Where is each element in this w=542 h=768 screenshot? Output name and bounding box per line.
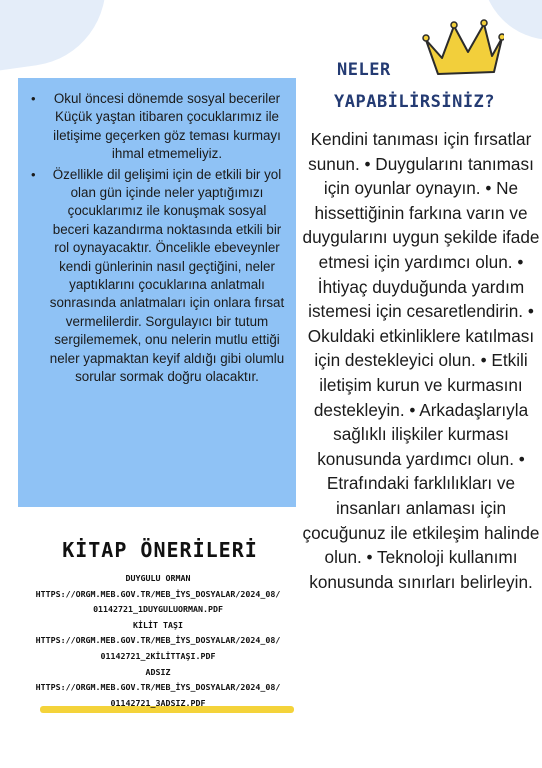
book-link[interactable]: 01142721_3ADSIZ.PDF (110, 697, 206, 708)
decorative-corner-top-left (0, 0, 116, 75)
book-list (18, 571, 298, 711)
list-item (26, 166, 286, 387)
list-item (26, 90, 286, 164)
book-suggestions-title: KİTAP ÖNERİLERİ (62, 538, 258, 562)
tip-text: Özellikle dil gelişimi için de etkili bir yol olan gün içinde neler yaptığımızı çocuklarımız ile konuşmak sosyal beceri kazandırma noktasında etkili bir rol oynayacaktır. Öncelikle ebeveynler kendi günlerinin nasıl geçtiğini, neler yaptıklarını çocuklarına anlatmalı sonrasında anlatmaları için onlara fırsat vermelilerdir. Sorgulayıcı bir tutum sergilememek, onu nelerin mutlu ettiği neler yapmaktan keyif aldığı gibi olumlu sorular sormak doğru olacaktır. (49, 166, 285, 385)
book-link[interactable]: 01142721_1DUYGULUORMAN.PDF (93, 604, 223, 615)
book-link[interactable]: HTTPS://ORGM.MEB.GOV.TR/MEB_İYS_DOSYALAR/2024_08/ (35, 682, 281, 693)
bullet-icon: • (31, 166, 36, 182)
book-link[interactable]: 01142721_2KİLİTTAŞI.PDF (100, 650, 216, 661)
section-heading-line1: NELER (337, 60, 391, 80)
tips-box (18, 78, 296, 507)
book-name: KİLİT TAŞI (133, 619, 183, 630)
book-link[interactable]: HTTPS://ORGM.MEB.GOV.TR/MEB_İYS_DOSYALAR/2024_08/ (35, 635, 281, 646)
bullet-icon: • (31, 91, 36, 106)
book-name: ADSIZ (145, 666, 171, 677)
book-link[interactable]: HTTPS://ORGM.MEB.GOV.TR/MEB_İYS_DOSYALAR/2024_08/ (35, 588, 281, 599)
tip-text: Okul öncesi dönemde sosyal beceriler Küçük yaştan itibaren çocuklarımız ile iletişime geçerken göz teması kurmayı ihmal etmemeliyiz. (53, 91, 281, 162)
book-name: DUYGULU ORMAN (125, 573, 191, 583)
crown-icon (418, 18, 504, 78)
suggestions-text: Kendini tanıması için fırsatlar sunun. • Duygularını tanıması için oyunlar oynayın. • Ne hissettiğinin farkına varın ve duygularını uygun şekilde ifade etmesi için yardımcı olun. • İhtiyaç duyduğunda yardım istemesi için cesaretlendirin. • Okuldaki etkinliklere katılması için destekleyici olun. • Etkili iletişim kurun ve kurmasını destekleyin. • Arkadaşlarıyla sağlıklı ilişkiler kurması konusunda yardımcı olun. • Etrafındaki farklılıkları ve insanları anlaması için çocuğunuz ile etkileşim halinde olun. • Teknoloji kullanımı konusunda sınırları belirleyin. (302, 129, 540, 592)
section-heading-line2: YAPABİLİRSİNİZ? (334, 92, 496, 112)
suggestions-column (300, 127, 542, 594)
tips-list (18, 78, 296, 387)
